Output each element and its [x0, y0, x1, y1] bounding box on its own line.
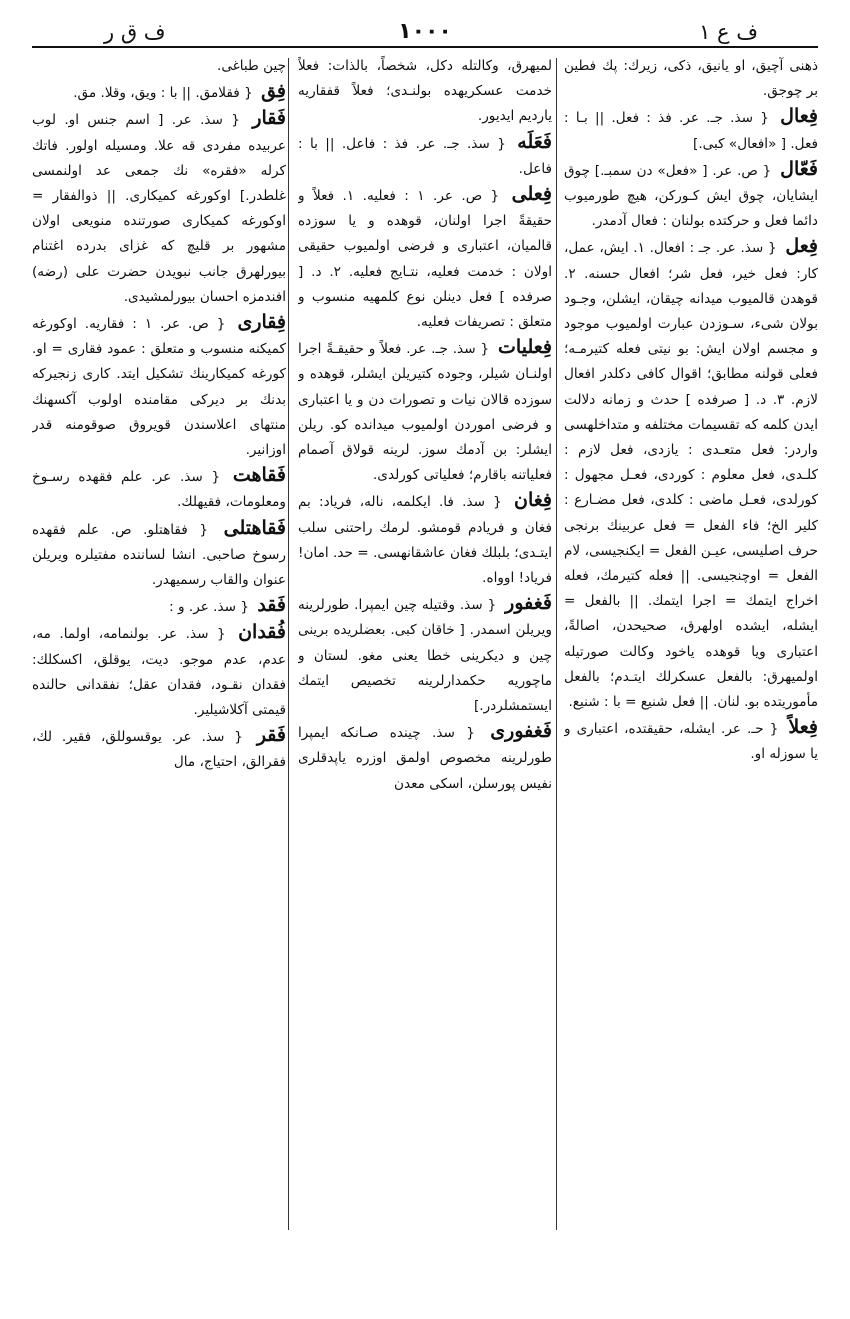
dictionary-entry [298, 54, 552, 130]
entry-headword: فِعلیات [498, 336, 552, 359]
entry-headword: فَقاهتلی [223, 516, 286, 539]
entry-text: { ص. عر. ۱ : فقاریه. اوكورغه كمیكنه منسوب و متعلق : عمود فقاری = او. كورغه كمیكارینك تشكیل ایتد. كاری زنجیركه بدنك بر دیركی مقامنده اولوب آكسهنك منتهای اعلاسندن قویروق صوقومنه قدر اوزانیر. [32, 316, 286, 459]
column-separator [288, 58, 289, 1230]
entry-headword: فُقدان [238, 621, 286, 644]
dictionary-entry [32, 516, 286, 594]
entry-headword: فَقد [257, 594, 286, 617]
entry-text: { سذ. وقتیله چین ایمپرا. طورلرینه ویریلن اسمدر. [ خاقان كبی. بعضلریده برینی چین و دیكرینی خطا یعنی مغو. لستان و ماچوریه حكمدارلرینه تخصیص ایتمك ایستمشلردر.] [298, 597, 552, 715]
entry-text: { سذ. جـ. عر. فذ : فاعل. || با : فاعل. [298, 135, 552, 177]
entry-text: { سذ. عر. بولنمامه، اولما. مه، عدم، عدم موجو. دیت، یوقلق، اكسكلك: فقدان نقـود، فقدان عقل؛ نفقدانی حالنده قیمتی آكلاشیلیر. [32, 626, 286, 719]
dictionary-entry [564, 234, 818, 715]
entry-headword: فِغان [514, 489, 552, 512]
dictionary-entry [564, 104, 818, 156]
entry-text: { سذ. فا. ایكلمه، ناله، فریاد: بم فغان و فریادم قومشو. لرمك راحتنی سلب ایتـدی؛ بلبلك فغان عاشقانهسی. = حد. امان! فریاد! اوواه. [298, 494, 552, 587]
dictionary-entry [298, 335, 552, 488]
dictionary-entry [564, 54, 818, 104]
header-letters-right: ف ع ۱ [699, 20, 758, 44]
entry-text: { سذ. جـ. عر. فذ : فعل. || بـا : فعل. [ «افعال» كبی.] [564, 110, 818, 152]
dictionary-entry [32, 79, 286, 106]
entry-text: چین طباغی. [217, 58, 286, 74]
entry-headword: فَغفور [505, 592, 552, 615]
entry-headword: فَغفوری [490, 720, 552, 743]
dictionary-entry [298, 182, 552, 335]
column-separator [556, 58, 557, 1230]
dictionary-entry [298, 591, 552, 719]
dictionary-entry [298, 488, 552, 591]
entry-headword: فَقار [252, 107, 286, 130]
dictionary-entry [32, 54, 286, 79]
entry-text: ذهنی آچیق، او یانیق، ذکی، زیرك: پك فطین بر چوجق. [564, 58, 818, 100]
column-right [564, 54, 818, 1234]
entry-text: { ص. عر. ۱ : فعلیه. ۱. فعلاً و حقیقةً اجرا اولنان، قوهده و یا سوزده قالمیان، اعتباری و فرضی اولمیوب حقیقی اولان : خدمت فعلیه، نتـایج فعلیه. ۲. د. [ صرفده ] فعل دینلن نوع كلمهیه منسوب و متعلق : تصریفات فعلیه. [298, 188, 552, 331]
entry-text: { سذ. چینده صـانكه ایمپرا طورلرینه مخصوص اولمق اوزره یاپدقلری نفیس پورسلن، اسكی معدن [298, 725, 552, 792]
entry-headword: فَعَلَه [517, 130, 552, 153]
entry-text: { سذ. عر. یوقسوللق، فقیر. لك، فقرالق، احتیاج، مال [32, 729, 286, 771]
page-header [32, 8, 818, 46]
header-letters-left: ف ق ر [104, 20, 166, 44]
entry-headword: فَقر [256, 724, 286, 747]
entry-headword: فِقاری [237, 311, 286, 334]
entry-text: { فقلامق. || با : ویق، وقلا. مق. [73, 85, 253, 102]
column-left [32, 54, 286, 1234]
dictionary-entry [298, 130, 552, 182]
dictionary-entry [564, 715, 818, 767]
entry-headword: فِعال [780, 105, 818, 128]
entry-headword: فِعل [785, 235, 818, 258]
entry-headword: فِق [261, 80, 286, 103]
dictionary-entry [32, 593, 286, 620]
dictionary-entry [32, 106, 286, 310]
dictionary-entry [298, 719, 552, 797]
dictionary-columns [32, 54, 818, 1234]
entry-text: { ص. عر. [ «فعل» دن سمبـ.] چوق ایشایان، چوق ایش كـوركن، هیچ طورمیوب دائما فعل و حركتده بولنان : فعال آدمدر. [564, 162, 818, 230]
dictionary-entry [32, 620, 286, 723]
dictionary-entry [32, 463, 286, 515]
page-number: ۱۰۰۰ [398, 19, 452, 44]
entry-headword: فِعلی [511, 183, 552, 206]
dictionary-entry [564, 157, 818, 235]
entry-text: { سذ. عر. و : [169, 599, 249, 616]
entry-headword: فَعّال [780, 157, 818, 180]
entry-headword: فَقاهت [232, 464, 286, 487]
entry-text: { سذ. جـ. عر. فعلاً و حقیقـةً اجرا اولنـان شیلر، وجوده كتیریلن ایشلر، قوهده و سوزده قالان نیات و تصورات دن و یا اعتباری و فرضی اموردن اولمیوب میدانده كو. ریلن ایشلر: بن آدمك سوز. لرینه قولاق آصمام فعلیاتنه باقارم؛ فعلیاتی كورلدی. [298, 341, 552, 484]
entry-text: { حـ. عر. ایشله، حقیقتده، اعتباری و یا سوزله او. [564, 721, 818, 763]
entry-text: { سذ. عر. جـ : افعال. ۱. ایش، عمل، كار: فعل خیر، فعل شر؛ افعال حسنه. ۲. قوهدن قالمیوب میدانه چیقان، ایشلن، وجـود بولان شیء، سـوزدن عبارت اولمیوب موجود و مجسم اولان ایش: بو نیتی فعله كتیرمـه؛ فعلی قولنه مطابق؛ اقوال كافی دكلدر افعال لازم. ۳. د. [ صرفده ] حدث و زمانه دلالت ایدن كلمه كه تقسیمات مختلفه و متداخلهسی واردر: فعل متعـدی : یازدی، فعل لازم : كلـدی، فعل معلوم : كوردی، فعـل مجهول : كورلدی، فعـل ماضی : كلدی، فعل مضـارع : كلیر الخ؛ فاء الفعل = فعل عربینك برنجی حرف اصلیسی، عیـن الفعل = ایكنجیسی، لام الفعل = اوچنجیسی. || فعله كتیرمك، فعله اخراج ایتمك = اجرا ایتمك. || بالفعل = ایشله، ایشده اولهرق، صحیحدن، اصالةً، اعتباری ویا قوهده یاخود وكالت صورتیله اولمیهرق: بالفعل عسكرلك ایتـدم؛ بالفعل مأموریتده بو. لنان. || فعل شنیع = با : شنیع. [564, 240, 818, 711]
entry-text: { فقاهتلو. ص. علم فقهده رسوخ صاحبی. انشا لساننده مفتیلره ویریلن عنوان والقاب رسمیهدر. [32, 521, 286, 589]
dictionary-entry [32, 723, 286, 775]
dictionary-entry [32, 310, 286, 463]
column-middle [298, 54, 552, 1234]
entry-headword: فِعلاً [788, 716, 818, 739]
entry-text: لمیهرق، وكالتله دكل، شخصاً، بالذات: فعلاً خدمت عسكریهده بولنـدی؛ فعلاً قفقاریه یاردیم ایدیور. [298, 58, 552, 125]
header-rule [32, 46, 818, 48]
entry-text: { سذ. عر. علم فقهده رسـوخ ومعلومات، فقیهلك. [32, 469, 286, 511]
entry-text: { سذ. عر. [ اسم جنس او. لوب عربیده مفردی قه علا. ومسیله اولور. فاتك كرله «فقره» نك جمعی عد اولنمسی غلطدر.] اوكورغه كمیكاری. || ذوالفقار = اوكورغه كمیكاری صورتنده منویعی اولان مشهور بر قلیچ كه غزای بدرده اغتنام بیورلهرق جانب نبویدن حضرت علی (رضه) افندمزه احسان بیورلمشیدی. [32, 112, 286, 305]
